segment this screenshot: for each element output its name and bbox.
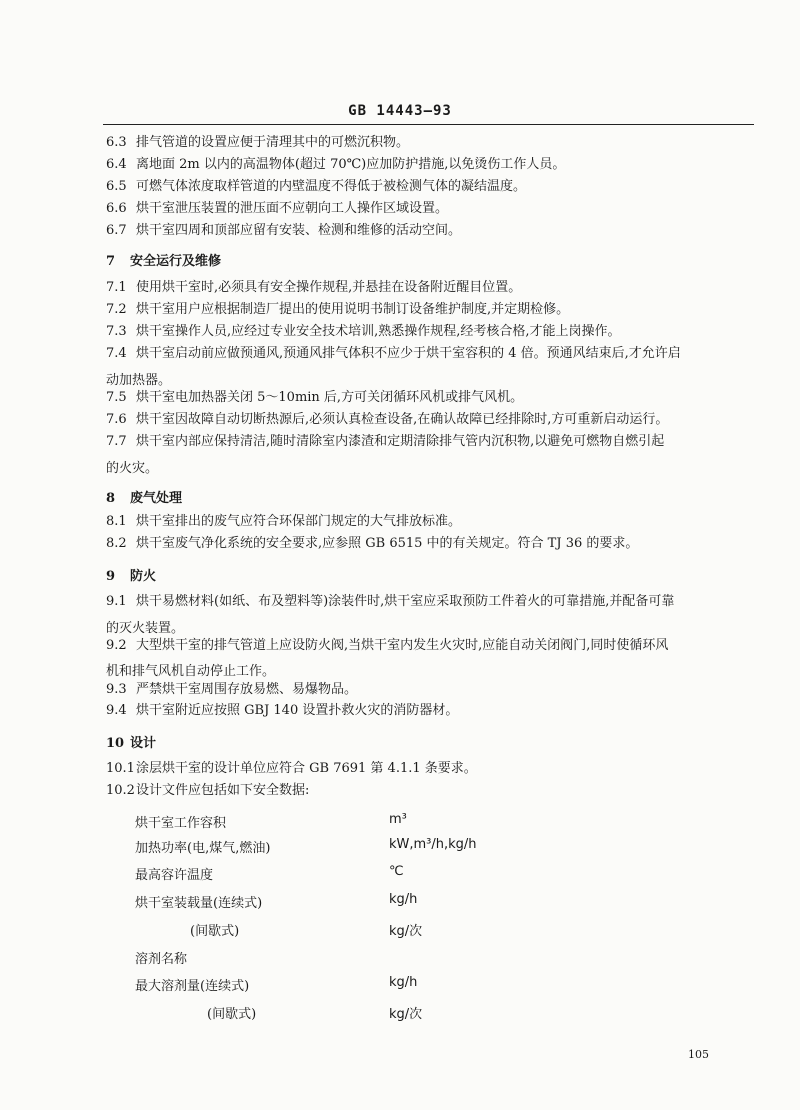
clause-6-3 [106,131,756,155]
clause-text: 离地面 2m 以内的高温物体(超过 70℃)应加防护措施,以免烫伤工作人员。 [136,157,566,172]
clause-number: 7.5 [106,390,127,405]
data-unit: m³ [389,812,407,827]
clause-number: 6.7 [106,223,127,238]
section-title: 安全运行及维修 [130,254,222,269]
clause-number: 7.7 [106,434,127,449]
clause-number: 10.2 [106,783,135,798]
clause-text: 烘干室操作人员,应经过专业安全技术培训,熟悉操作规程,经考核合格,才能上岗操作。 [136,324,621,339]
clause-number: 6.4 [106,157,127,172]
clause-number: 9.2 [106,638,127,653]
clause-8-1 [106,510,756,534]
clause-text: 烘干室内部应保持清洁,随时清除室内漆渣和定期清除排气管内沉积物,以避免可燃物自燃引起 [136,434,665,449]
clause-number: 7.6 [106,412,127,427]
clause-text: 设计文件应包括如下安全数据: [136,783,310,798]
clause-7-6 [106,408,756,432]
clause-text: 大型烘干室的排气管道上应设防火阀,当烘干室内发生火灾时,应能自动关闭阀门,同时使循环风 [136,638,669,653]
clause-number: 6.5 [106,179,127,194]
data-label: 最高容许温度 [135,868,214,883]
clause-text: 排气管道的设置应便于清理其中的可燃沉积物。 [136,135,410,150]
clause-number: 7.4 [106,346,127,361]
clause-10-2 [106,779,756,803]
data-label: 最大溶剂量(连续式) [135,979,250,994]
clause-text: 烘干易燃材料(如纸、布及塑料等)涂装件时,烘干室应采取预防工件着火的可靠措施,并配备可靠 [136,594,675,609]
clause-9-1 [106,590,756,614]
clause-7-4-continued: 动加热器。 [106,373,172,388]
clause-number: 7.2 [106,302,127,317]
section-title: 防火 [130,569,157,584]
data-label: 烘干室工作容积 [135,816,227,831]
section-number: 8 [106,491,116,506]
clause-text: 烘干室四周和顶部应留有安装、检测和维修的活动空间。 [136,223,462,238]
data-label: (间歇式) [207,1007,257,1022]
clause-7-3 [106,320,756,344]
data-label: 溶剂名称 [135,952,188,967]
clause-10-1 [106,757,756,781]
page-number: 105 [688,1048,709,1061]
clause-6-4 [106,153,756,177]
clause-7-1 [106,276,756,300]
clause-9-1-continued: 的灭火装置。 [106,621,185,636]
clause-number: 10.1 [106,761,135,776]
section-7-heading [106,250,221,269]
clause-text: 烘干室泄压装置的泄压面不应朝向工人操作区域设置。 [136,201,449,216]
clause-text: 烘干室废气净化系统的安全要求,应参照 GB 6515 中的有关规定。符合 TJ 36 的要求。 [136,536,639,551]
clause-text: 烘干室启动前应做预通风,预通风排气体积不应少于烘干室容积的 4 倍。预通风结束后,才允许启 [136,346,681,361]
clause-number: 7.1 [106,280,127,295]
clause-number: 8.1 [106,514,127,529]
clause-7-7-continued: 的火灾。 [106,461,159,476]
clause-9-2-continued: 机和排气风机自动停止工作。 [106,664,276,679]
clause-text: 涂层烘干室的设计单位应符合 GB 7691 第 4.1.1 条要求。 [136,761,477,776]
data-unit: kW,m³/h,kg/h [389,837,477,852]
clause-text: 烘干室附近应按照 GBJ 140 设置扑救火灾的消防器材。 [136,703,459,718]
clause-text: 烘干室电加热器关闭 5～10min 后,方可关闭循环风机或排气风机。 [136,390,524,405]
clause-number: 6.3 [106,135,127,150]
clause-6-6 [106,197,756,221]
clause-number: 8.2 [106,536,127,551]
data-unit: kg/h [389,975,418,990]
clause-7-4 [106,342,756,366]
section-number: 10 [106,736,125,751]
section-number: 9 [106,569,116,584]
clause-number: 7.3 [106,324,127,339]
clause-6-5 [106,175,756,199]
clause-7-5 [106,386,756,410]
standard-header: GB 14443—93 [348,103,452,119]
data-unit: kg/次 [389,924,423,939]
clause-text: 烘干室因故障自动切断热源后,必须认真检查设备,在确认故障已经排除时,方可重新启动运行。 [136,412,669,427]
clause-6-7 [106,219,756,243]
clause-number: 9.4 [106,703,127,718]
data-label: 烘干室装载量(连续式) [135,896,263,911]
clause-text: 严禁烘干室周围存放易燃、易爆物品。 [136,682,358,697]
clause-8-2 [106,532,756,556]
clause-number: 9.1 [106,594,127,609]
data-label: (间歇式) [190,924,240,939]
clause-9-2 [106,634,756,658]
section-number: 7 [106,254,116,269]
section-title: 废气处理 [130,491,183,506]
section-10-heading [106,732,156,751]
clause-7-7 [106,430,756,454]
clause-7-2 [106,298,756,322]
data-label: 加热功率(电,煤气,燃油) [135,841,271,856]
clause-number: 6.6 [106,201,127,216]
section-8-heading [106,487,182,506]
clause-9-4 [106,699,756,723]
clause-number: 9.3 [106,682,127,697]
section-title: 设计 [130,736,157,751]
clause-text: 可燃气体浓度取样管道的内壁温度不得低于被检测气体的凝结温度。 [136,179,527,194]
clause-text: 烘干室用户应根据制造厂提出的使用说明书制订设备维护制度,并定期检修。 [136,302,570,317]
header-rule [103,124,754,125]
data-unit: kg/h [389,892,418,907]
data-unit: ℃ [389,864,404,879]
section-9-heading [106,565,156,584]
clause-text: 烘干室排出的废气应符合环保部门规定的大气排放标准。 [136,514,462,529]
clause-text: 使用烘干室时,必须具有安全操作规程,并悬挂在设备附近醒目位置。 [136,280,522,295]
data-unit: kg/次 [389,1007,423,1022]
